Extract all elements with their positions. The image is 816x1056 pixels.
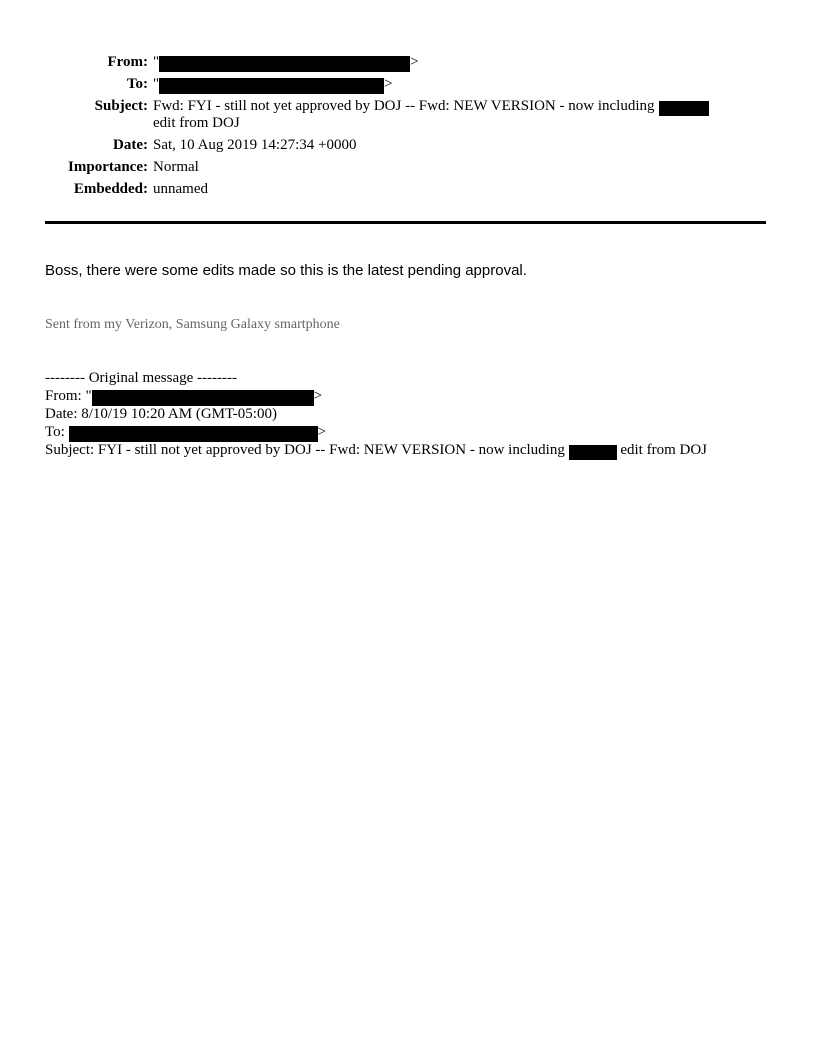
original-subject-text-continued: edit from DOJ <box>620 442 707 458</box>
header-row-subject <box>45 98 771 132</box>
header-label-to: To: <box>126 76 148 92</box>
original-date-value: 8/10/19 10:20 AM (GMT-05:00) <box>81 406 277 422</box>
subject-text: Fwd: FYI - still not yet approved by DOJ -- Fwd: NEW VERSION - now including <box>153 98 655 114</box>
header-value-from <box>153 54 771 71</box>
from-angle-suffix: > <box>410 54 419 70</box>
header-row-from <box>45 54 771 71</box>
redaction-bar-subject-term <box>659 101 709 116</box>
header-value-to <box>153 76 771 93</box>
redaction-bar-from-address <box>159 56 410 72</box>
header-label-embedded: Embedded: <box>73 181 148 197</box>
original-message-block <box>45 369 771 459</box>
body-message-text: Boss, there were some edits made so this is the latest pending approval. <box>45 262 527 279</box>
original-to-line <box>45 423 771 441</box>
header-row-embedded <box>45 181 771 198</box>
header-value-subject <box>153 98 771 132</box>
header-row-to <box>45 76 771 93</box>
original-to-angle-suffix: > <box>317 424 327 440</box>
header-value-importance: Normal <box>153 159 199 175</box>
original-from-line <box>45 387 771 405</box>
original-message-divider: -------- Original message -------- <box>45 370 237 386</box>
email-header-fields <box>45 54 771 203</box>
original-from-quote-prefix: " <box>85 388 92 404</box>
header-row-importance <box>45 159 771 176</box>
subject-text-continued: edit from DOJ <box>153 115 240 131</box>
original-subject-line <box>45 441 771 459</box>
redaction-bar-original-to-address <box>69 426 318 442</box>
header-separator-rule <box>45 221 766 224</box>
to-angle-suffix: > <box>384 76 393 92</box>
original-date-label: Date: <box>45 406 78 422</box>
to-quote-prefix: " <box>153 76 160 92</box>
header-label-subject: Subject: <box>94 98 148 114</box>
redaction-bar-to-address <box>159 78 384 94</box>
header-label-date: Date: <box>113 137 148 153</box>
from-quote-prefix: " <box>153 54 160 70</box>
original-subject-label: Subject: <box>45 442 95 458</box>
redaction-bar-original-from-address <box>92 390 314 406</box>
header-row-date <box>45 137 771 154</box>
original-from-angle-suffix: > <box>313 388 323 404</box>
original-date-line <box>45 405 771 423</box>
original-from-label: From: <box>45 388 82 404</box>
header-label-importance: Importance: <box>68 159 148 175</box>
header-label-from: From: <box>107 54 148 70</box>
original-subject-text: FYI - still not yet approved by DOJ -- Fwd: NEW VERSION - now including <box>97 442 565 458</box>
header-value-date: Sat, 10 Aug 2019 14:27:34 +0000 <box>153 137 357 153</box>
original-to-label: To: <box>45 424 65 440</box>
mobile-signature-text: Sent from my Verizon, Samsung Galaxy smartphone <box>45 317 340 332</box>
header-value-embedded: unnamed <box>153 181 208 197</box>
redaction-bar-original-subject-term <box>569 445 617 460</box>
